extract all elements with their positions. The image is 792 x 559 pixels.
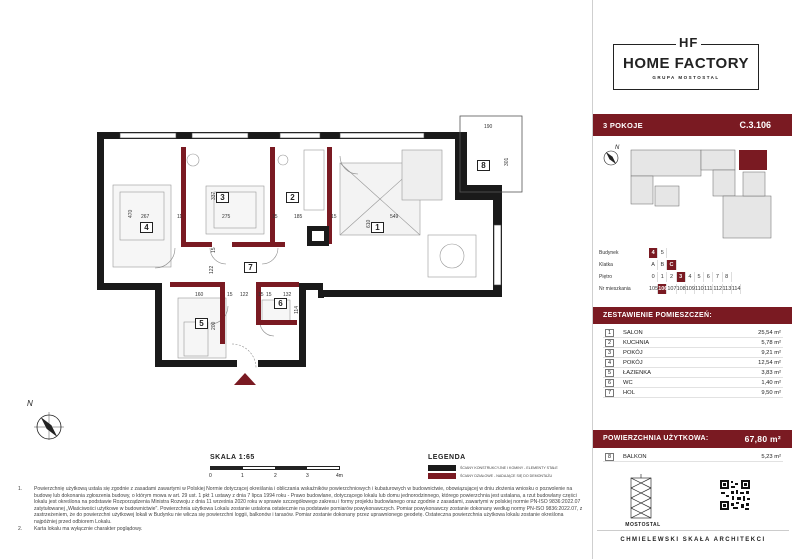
key-plan-compass xyxy=(604,151,618,166)
locator-cell: 8 xyxy=(723,272,732,282)
room-name: POKÓJ xyxy=(623,360,643,366)
locator-cell: 1 xyxy=(658,272,667,282)
room-area: 25,54 m² xyxy=(758,330,781,336)
locator-cell: 6 xyxy=(704,272,713,282)
balcony-row xyxy=(603,452,783,462)
footnotes xyxy=(18,486,584,532)
locator-cell: 110 xyxy=(694,286,704,292)
room-label-6: 6 xyxy=(274,298,287,309)
dim-wall-15d: 15 xyxy=(258,292,264,298)
dim-wall-15b: 15 xyxy=(331,214,337,220)
locator-cells xyxy=(649,260,677,270)
table-row xyxy=(603,358,783,368)
dim-wc-depth: 114 xyxy=(294,306,300,314)
room-label-2: 2 xyxy=(286,192,299,203)
table-row xyxy=(603,388,783,398)
footnote-num: 2. xyxy=(18,525,23,532)
scale-bar xyxy=(210,466,340,470)
locator-cell: 0 xyxy=(649,272,658,282)
mostostal-logo-text: MOSTOSTAL xyxy=(625,522,661,528)
room-name: POKÓJ xyxy=(623,350,643,356)
scale-tick: 0 xyxy=(209,473,212,479)
legend-title: LEGENDA xyxy=(428,454,466,461)
footer-slogan: CHMIELEWSKI SKAŁA ARCHITEKCI xyxy=(620,537,766,543)
table-row xyxy=(603,452,783,462)
room-label-8: 8 xyxy=(477,160,490,171)
locator-cells xyxy=(649,248,667,258)
footnote xyxy=(18,486,584,526)
room-number: 4 xyxy=(605,359,614,367)
brand-name: HOME FACTORY xyxy=(622,55,749,72)
scale-tick: 3 xyxy=(306,473,309,479)
dim-room4-width: 267 xyxy=(141,214,150,220)
dim-hall-depth: 122 xyxy=(209,265,215,274)
rooms-header xyxy=(593,307,792,324)
room-name: ŁAZIENKA xyxy=(623,370,652,376)
locator-cell: 108 xyxy=(676,286,686,292)
shaft xyxy=(312,231,324,241)
legend-swatch-partition xyxy=(428,473,456,479)
footnote-num: 1. xyxy=(18,486,23,492)
key-plan xyxy=(593,0,792,245)
dim-room4-depth: 470 xyxy=(128,209,134,218)
room-number: 7 xyxy=(605,389,614,397)
room-name: HOL xyxy=(623,390,635,396)
dim-salon-width: 549 xyxy=(390,214,399,220)
locator-cell: 4 xyxy=(649,248,658,258)
room-label-1: 1 xyxy=(371,222,384,233)
room-number: 5 xyxy=(605,369,614,377)
rooms-table xyxy=(603,328,783,398)
table-row xyxy=(603,338,783,348)
table-row xyxy=(603,378,783,388)
room-label-5: 5 xyxy=(195,318,208,329)
dim-hall-width: 122 xyxy=(240,292,249,298)
locator-cell: 5 xyxy=(695,272,704,282)
dim-wc-width: 132 xyxy=(283,292,292,298)
mostostal-logo-icon xyxy=(625,474,665,520)
locator-cell: B xyxy=(658,260,667,270)
qr-code-icon xyxy=(719,479,751,511)
dim-wall-15f: 15 xyxy=(266,292,272,298)
dim-bath-width: 160 xyxy=(195,292,204,298)
dim-bath-depth: 200 xyxy=(211,321,217,330)
legend-text-structural: ŚCIANY KONSTRUKCYJNE I KOMINY - ELEMENTY STAŁE xyxy=(460,466,558,470)
locator-label: Nr mieszkania xyxy=(599,286,631,292)
room-area: 1,40 m² xyxy=(761,380,781,386)
dim-kitchen-width: 185 xyxy=(294,214,303,220)
scale-tick: 4m xyxy=(336,473,343,479)
dim-wall-15a: 15 xyxy=(272,214,278,220)
dim-balcony-width: 190 xyxy=(484,124,493,130)
scale-title: SKALA 1:65 xyxy=(210,454,255,461)
room-label-3: 3 xyxy=(216,192,229,203)
usable-area-label: POWIERZCHNIA UŻYTKOWA: xyxy=(603,435,709,442)
footnote-text: Powierzchnię użytkową ustala się zgodnie z zasadami zawartymi w Polskiej Normie dotyczącej określania i obliczania wskaźników powierzchniowych i kubaturowych w budownictwie, obowiązującej w dniu złożenia wniosku o pozwolenie na budowę lub dokonania zgłoszenia budowy, o którym mowa w art. 29 ust. 1 pkt 1 ustawy z dnia 7 lipca 1994 roku - Prawo budowlane, dotyczącego lokalu lub domu jednorodzinnego, którego powierzchnia jest ustalana, a rzut budowlany części lokalu jest określona na podstawie Rozporządzenia Ministra Rozwoju z dnia 11 września 2020 roku w sprawie szczegółowego zakresu i formy projektu budowlanego oraz zgodnie z zasadami, zawartymi w polskiej normie PN-ISO 9836:2022.07 zatytułowanej „Właściwości użytkowe w budownictwie". Powierzchnia użytkowa Lokalu zostanie ustalona ostatecznie na podstawie pomiarów powykonawczych. Pomiar powykonawczy zostanie dokonany według normy PN-ISO 9836:2022.07, z zastrzeżeniem, że do powierzchni użytkowej lokali w Budynku nie wlicza się powierzchni loggii, balkonów i tarasów. Pomiar zostanie dokonany przez uprawnionego geodetę. Ostateczna powierzchnia użytkowa lokalu zostanie określona najpóźniej przed odbiorem Lokalu. xyxy=(34,486,583,525)
locator-cell: 4 xyxy=(686,272,695,282)
room-number: 3 xyxy=(605,349,614,357)
locator-cell: 111 xyxy=(704,286,713,292)
info-panel xyxy=(592,0,792,559)
usable-area-value: 67,80 m² xyxy=(744,434,781,444)
scale-block xyxy=(209,454,360,479)
locator-cell: 112 xyxy=(713,286,723,292)
locator-cell: 106 xyxy=(658,286,668,292)
rooms-title: ZESTAWIENIE POMIESZCZEŃ: xyxy=(603,312,712,319)
room-number: 8 xyxy=(605,453,614,461)
locator-cell: 107 xyxy=(667,286,677,292)
dim-wall-11: 11 xyxy=(177,214,183,220)
dim-room3-depth: 337 xyxy=(211,191,217,200)
room-number: 1 xyxy=(605,329,614,337)
unit-code: C.3.106 xyxy=(739,120,771,130)
room-area: 5,78 m² xyxy=(761,340,781,346)
usable-area-bar xyxy=(593,430,792,448)
key-plan-highlight xyxy=(739,150,767,170)
locator-cell: A xyxy=(649,260,658,270)
dim-wall-15e: 15 xyxy=(211,247,217,253)
locator-label: Piętro xyxy=(599,274,613,280)
brand-initials: HF xyxy=(676,35,701,50)
plan-compass xyxy=(34,412,64,440)
key-plan-compass-label: N xyxy=(615,145,620,151)
brand-group: GRUPA MOSTOSTAL xyxy=(652,75,720,80)
plan-windows xyxy=(120,133,501,285)
room-number: 2 xyxy=(605,339,614,347)
plan-compass-label: N xyxy=(27,399,33,408)
plan-furniture xyxy=(113,150,476,358)
locator-cell: C xyxy=(667,260,676,270)
table-row xyxy=(603,348,783,358)
room-name: KUCHNIA xyxy=(623,340,650,346)
locator-cell: 2 xyxy=(667,272,676,282)
room-area: 5,23 m² xyxy=(761,454,781,460)
dim-salon-depth: 610 xyxy=(366,219,372,228)
locator-cell: 105 xyxy=(649,286,659,292)
legend-swatch-structural xyxy=(428,465,456,471)
room-area: 3,83 m² xyxy=(761,370,781,376)
locator-cell: 109 xyxy=(685,286,695,292)
locator-label: Klatka xyxy=(599,262,613,268)
room-name: SALON xyxy=(623,330,643,336)
locator-cell: 113 xyxy=(722,286,732,292)
locator-cell: 114 xyxy=(731,286,741,292)
room-name: WC xyxy=(623,380,633,386)
room-label-4: 4 xyxy=(140,222,153,233)
locator-cell: 5 xyxy=(658,248,667,258)
legend xyxy=(428,454,588,479)
footer-divider xyxy=(597,530,789,531)
table-row xyxy=(603,368,783,378)
room-number: 6 xyxy=(605,379,614,387)
locator-cell: 7 xyxy=(713,272,722,282)
dim-balcony-depth: 301 xyxy=(504,157,510,166)
dim-wall-15c: 15 xyxy=(227,292,233,298)
table-row xyxy=(603,328,783,338)
footnote xyxy=(18,526,584,533)
locator-cells xyxy=(649,284,741,294)
entrance-arrow xyxy=(234,373,256,385)
legend-item-partition xyxy=(428,473,588,479)
scale-tick: 2 xyxy=(274,473,277,479)
room-area: 9,21 m² xyxy=(761,350,781,356)
unit-rooms: 3 POKOJE xyxy=(603,121,643,130)
locator-cells xyxy=(649,272,732,282)
legend-text-partition: ŚCIANY DZIAŁOWE - NADAJĄCE SIĘ DO DEMONTAŻU xyxy=(460,474,553,478)
room-name: BALKON xyxy=(623,454,647,460)
room-area: 12,54 m² xyxy=(758,360,781,366)
room-area: 9,50 m² xyxy=(761,390,781,396)
locator-cell: 3 xyxy=(677,272,686,282)
scale-tick: 1 xyxy=(241,473,244,479)
dim-room3-width: 275 xyxy=(222,214,231,220)
footnote-text: Karta lokalu ma wyłącznie charakter poglądowy. xyxy=(34,525,143,532)
legend-item-structural xyxy=(428,465,588,471)
locator-label: Budynek xyxy=(599,250,619,256)
room-label-7: 7 xyxy=(244,262,257,273)
